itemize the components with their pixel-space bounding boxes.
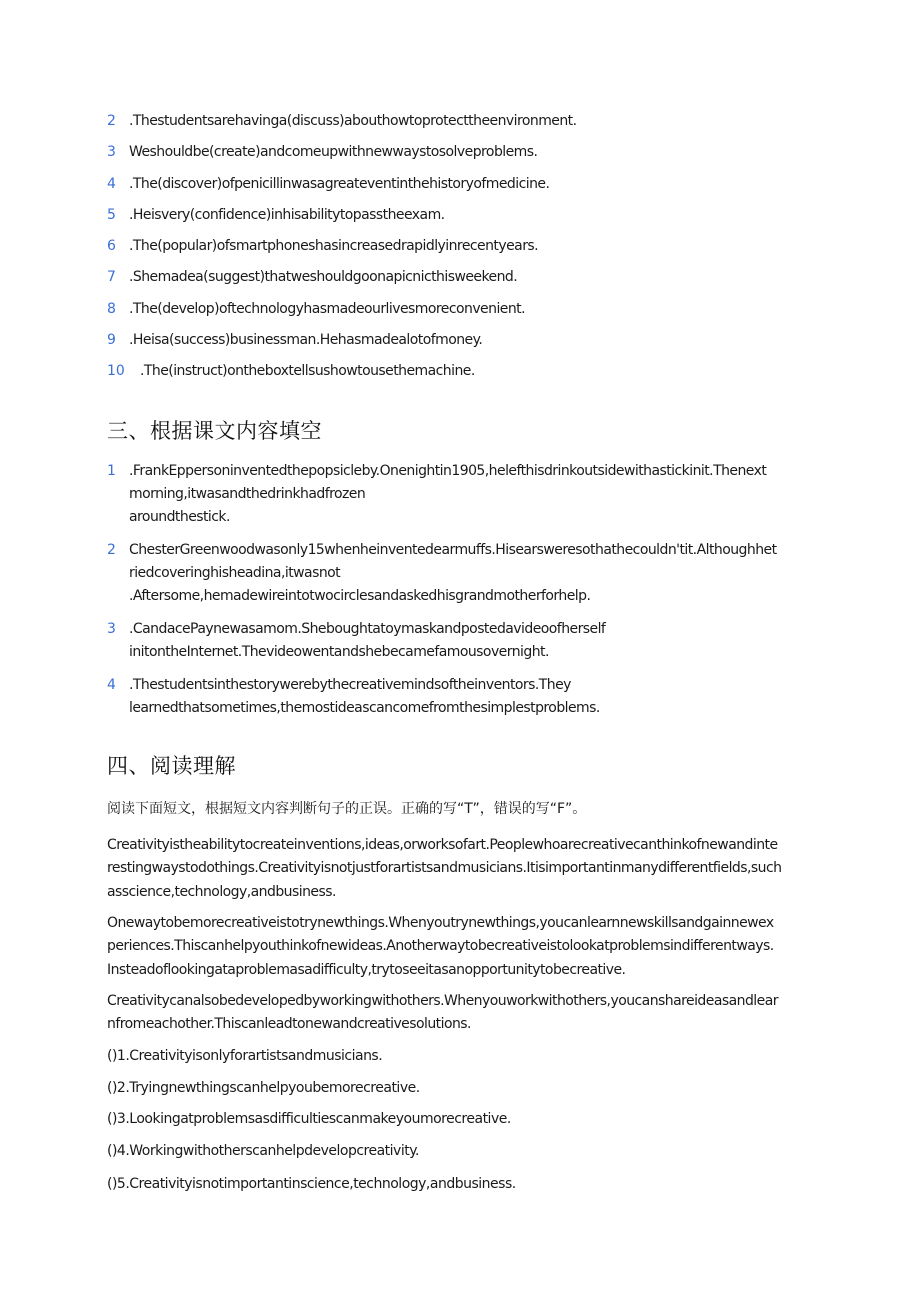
item-line: .CandacePaynewasamom.Sheboughtatoymaskandpostedavideoofherself	[129, 621, 606, 637]
item-text: .Heisvery(confidence)inhisabilitytopasstheexam.	[129, 206, 445, 223]
item-number: 6	[107, 238, 116, 255]
list-item	[107, 539, 807, 608]
paragraph-line: Creativityistheabilitytocreateinventions,ideas,orworksofart.Peoplewhoarecreativecanthinkofnewandinte	[107, 837, 778, 853]
true-false-question: ()4.Workingwithotherscanhelpdevelopcreativity.	[107, 1143, 419, 1159]
true-false-question: ()2.Tryingnewthingscanhelpyoubemorecreative.	[107, 1080, 420, 1096]
list-item	[107, 360, 807, 383]
item-text: .The(discover)ofpenicillinwasagreateventinthehistoryofmedicine.	[129, 175, 550, 192]
item-text: .Heisa(success)businessman.Hehasmadealotofmoney.	[129, 332, 483, 349]
section-heading: 四、阅读理解	[107, 754, 236, 778]
item-number: 3	[107, 621, 116, 637]
true-false-question: ()5.Creativityisnotimportantinscience,technology,andbusiness.	[107, 1176, 516, 1192]
item-line: learnedthatsometimes,themostideascancomefromthesimplestproblems.	[129, 700, 600, 716]
item-text	[129, 460, 807, 529]
item-text: .The(instruct)ontheboxtellsushowtousethemachine.	[140, 363, 475, 380]
item-number: 2	[107, 113, 116, 129]
reading-paragraph	[107, 990, 807, 1037]
list-item	[107, 298, 807, 321]
item-text: Weshouldbe(create)andcomeupwithnewwaystosolveproblems.	[129, 144, 538, 161]
item-text: .Thestudentsarehavinga(discuss)abouthowtoprotecttheenvironment.	[129, 113, 577, 129]
item-line: ChesterGreenwoodwasonly15whenheinventedearmuffs.Hisearsweresothathecouldn'tit.Althoughhet	[129, 542, 777, 558]
paragraph-line: Insteadoflookingataproblemasadifficulty,trytoseeitasanopportunitytobecreative.	[107, 961, 626, 978]
item-number: 10	[107, 363, 125, 380]
fill-blank-list	[107, 460, 807, 730]
item-line: initontheInternet.Thevideowentandshebecamefamousovernight.	[129, 644, 549, 660]
item-number: 2	[107, 542, 116, 558]
paragraph-line: nfromeachother.Thiscanleadtonewandcreativesolutions.	[107, 1016, 471, 1033]
item-number: 9	[107, 332, 116, 349]
list-item	[107, 460, 807, 529]
item-number: 7	[107, 269, 116, 286]
item-line: aroundthestick.	[129, 509, 230, 525]
item-line: riedcoveringhisheadina,itwasnot	[129, 565, 341, 581]
item-text: .Shemadea(suggest)thatweshouldgoonapicnicthisweekend.	[129, 269, 518, 286]
section-heading: 三、根据课文内容填空	[107, 419, 322, 443]
true-false-question: ()1.Creativityisonlyforartistsandmusicians.	[107, 1048, 383, 1064]
paragraph-line: restingwaystodothings.Creativityisnotjustforartistsandmusicians.Itisimportantinmanydifferentfields,such	[107, 860, 782, 877]
item-text	[129, 618, 807, 664]
item-number: 1	[107, 463, 116, 479]
instruction-text: 阅读下面短文，根据短文内容判断句子的正误。正确的写“T”，错误的写“F”。	[107, 801, 587, 817]
list-item	[107, 329, 807, 352]
item-line: .FrankEppersoninventedthepopsicleby.Onenightin1905,helefthisdrinkoutsidewithastickinit.Thenext	[129, 463, 767, 479]
item-number: 4	[107, 175, 116, 192]
item-text	[129, 539, 807, 608]
list-item	[107, 618, 807, 664]
list-item	[107, 674, 807, 720]
true-false-question: ()3.Lookingatproblemsasdifficultiescanmakeyoumorecreative.	[107, 1111, 511, 1127]
item-line: .Aftersome,hemadewireintotwocirclesandaskedhisgrandmotherforhelp.	[129, 588, 591, 604]
reading-paragraph	[107, 834, 807, 904]
list-item	[107, 266, 807, 289]
item-text: .The(develop)oftechnologyhasmadeourlivesmoreconvenient.	[129, 300, 526, 317]
item-number: 8	[107, 300, 116, 317]
item-number: 3	[107, 144, 116, 161]
vocab-list	[107, 110, 807, 392]
list-item	[107, 235, 807, 258]
paragraph-line: Onewaytobemorecreativeistotrynewthings.Whenyoutrynewthings,youcanlearnnewskillsandgainnewex	[107, 915, 774, 931]
list-item	[107, 110, 807, 133]
item-number: 5	[107, 206, 116, 223]
item-line: morning,itwasandthedrinkhadfrozen	[129, 486, 366, 502]
reading-paragraph	[107, 912, 807, 982]
paragraph-line: Creativitycanalsobedevelopedbyworkingwithothers.Whenyouworkwithothers,youcanshareideasandlear	[107, 993, 778, 1009]
paragraph-line: periences.Thiscanhelpyouthinkofnewideas.Anotherwaytobecreativeistolookatproblemsindifferentways.	[107, 938, 774, 955]
list-item	[107, 204, 807, 227]
paragraph-line: asscience,technology,andbusiness.	[107, 883, 336, 900]
item-text: .The(popular)ofsmartphoneshasincreasedrapidlyinrecentyears.	[129, 238, 539, 255]
item-number: 4	[107, 677, 116, 693]
list-item	[107, 141, 807, 164]
item-line: .Thestudentsinthestorywerebythecreativemindsoftheinventors.They	[129, 677, 571, 693]
list-item	[107, 173, 807, 196]
item-text	[129, 674, 807, 720]
